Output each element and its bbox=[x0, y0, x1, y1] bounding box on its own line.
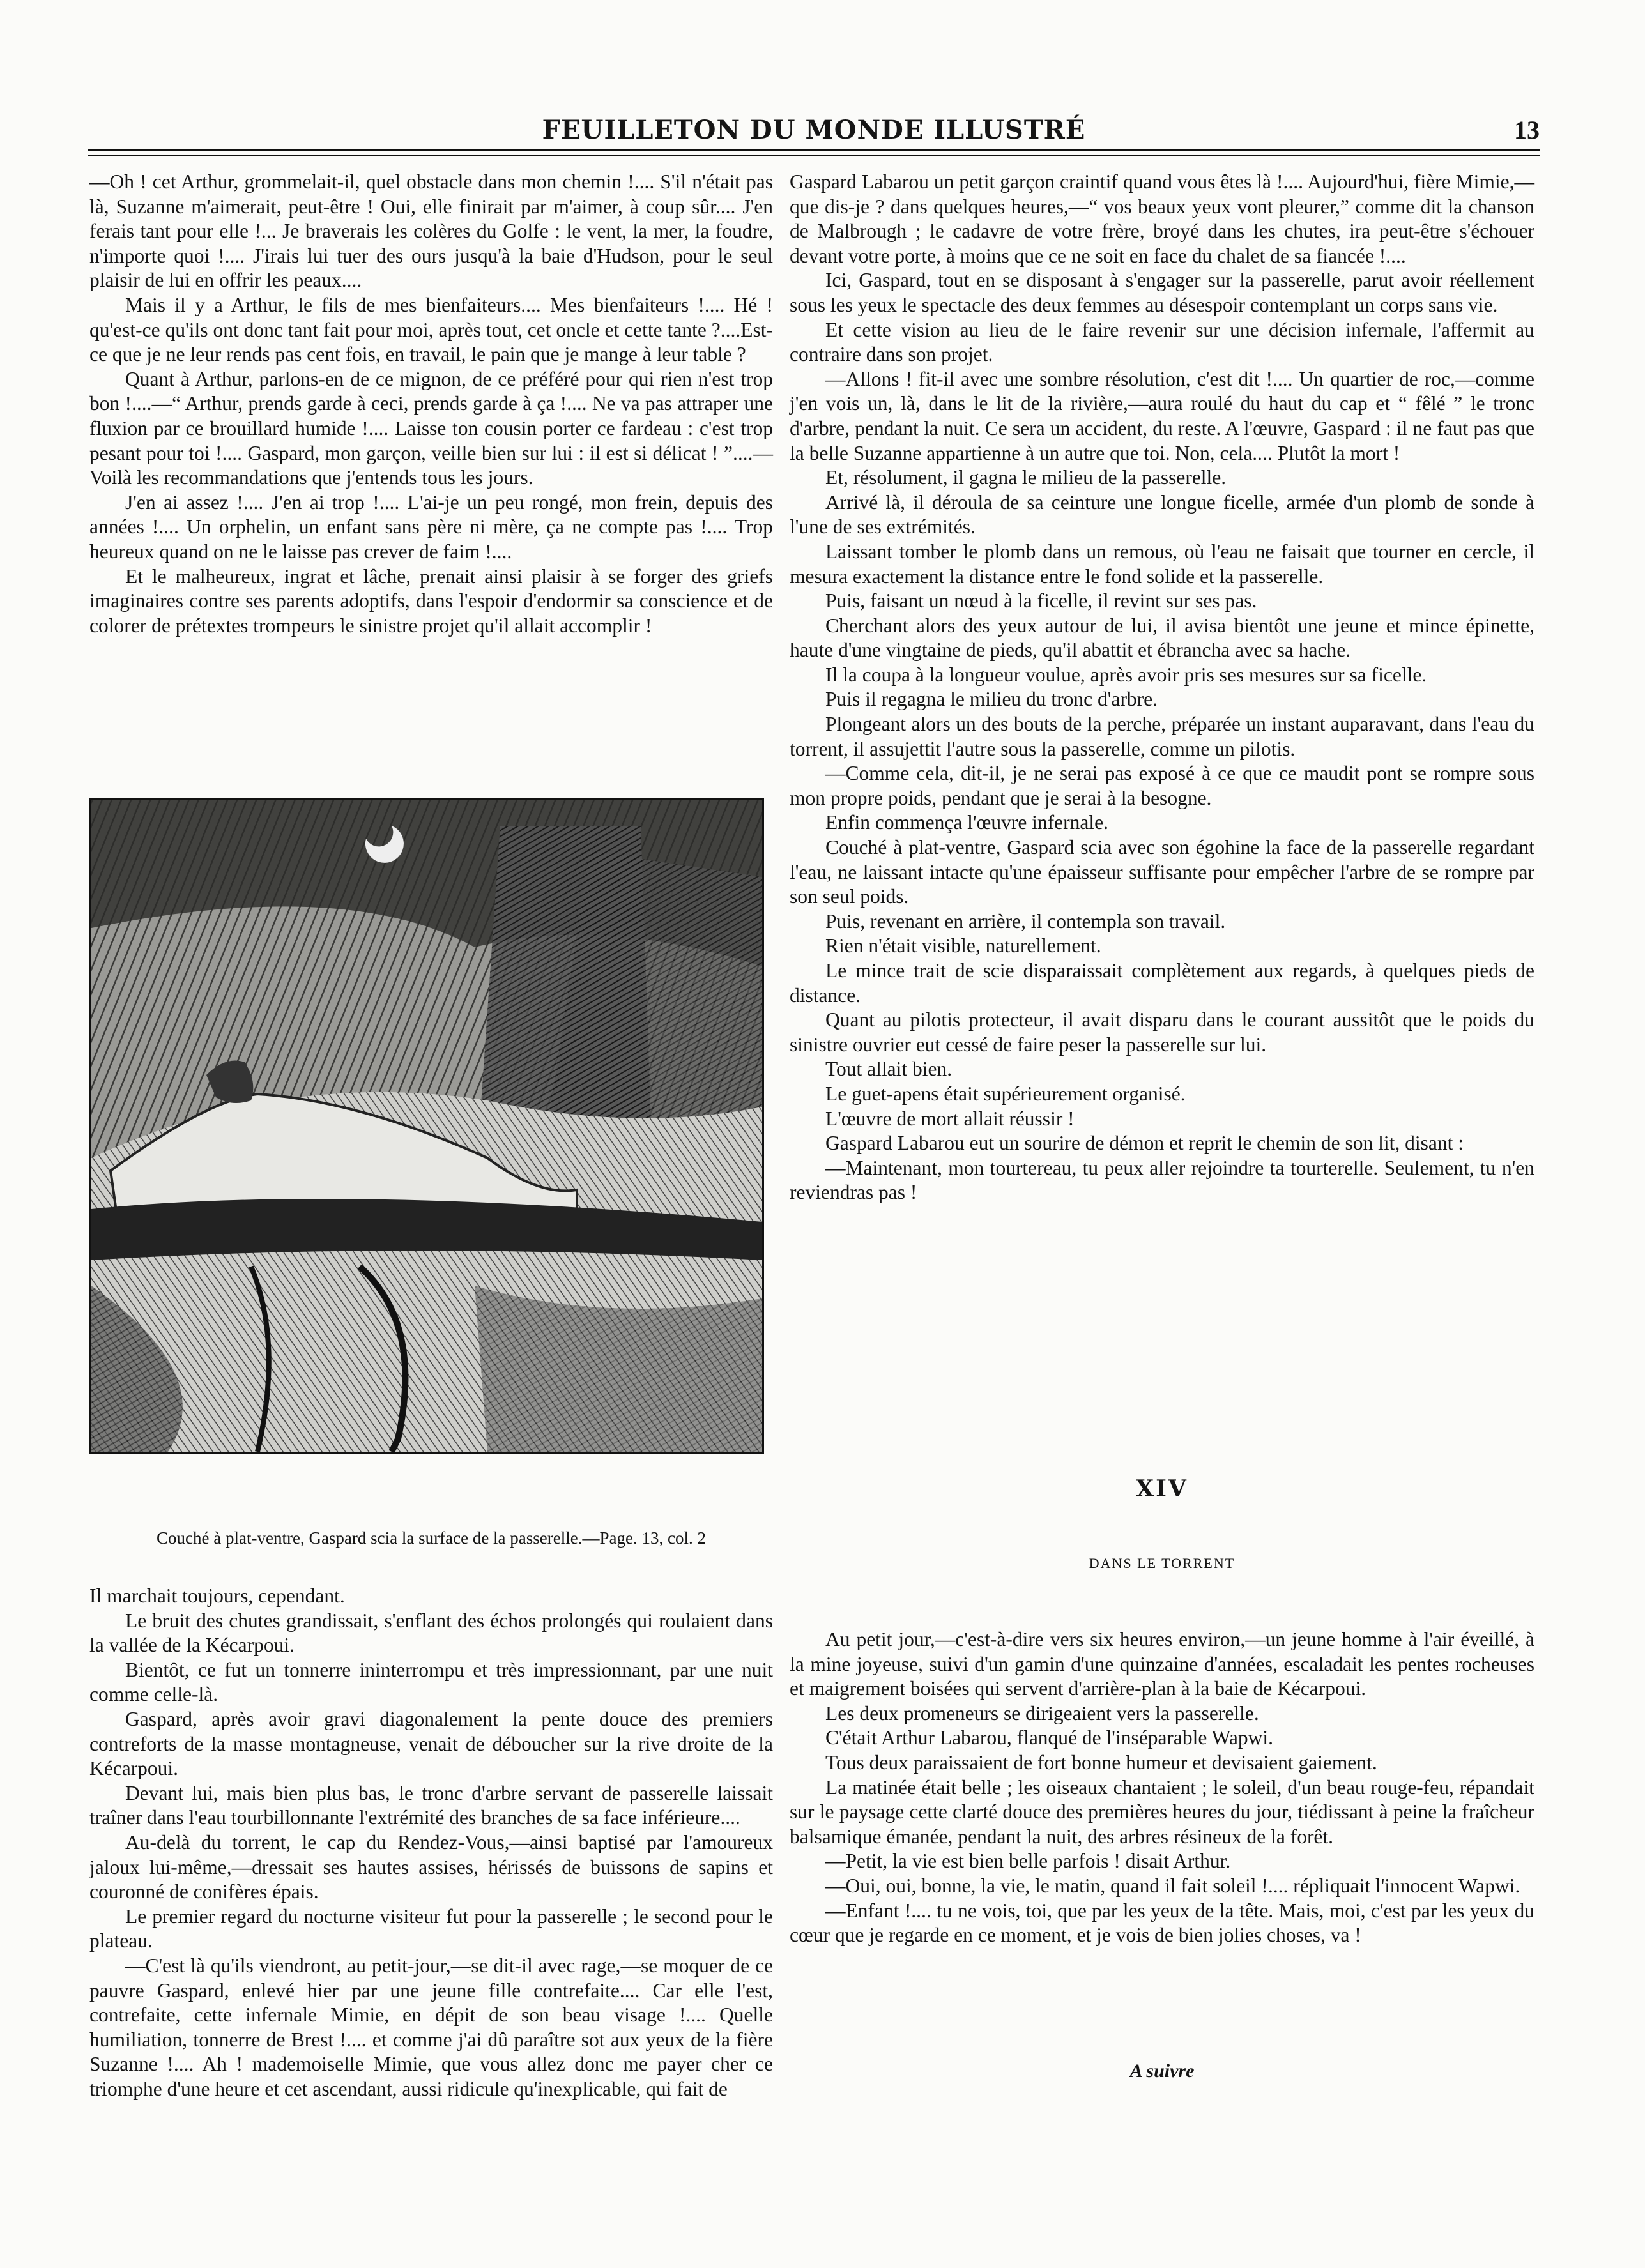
paragraph: Bientôt, ce fut un tonnerre ininterrompu et très impressionnant, par une nuit comme celle-là. bbox=[89, 1658, 773, 1706]
column-2-top bbox=[790, 170, 1534, 1205]
paragraph: Le mince trait de scie disparaissait complètement aux regards, à quelques pieds de distance. bbox=[790, 959, 1534, 1007]
column-1-top bbox=[89, 170, 773, 638]
paragraph: Mais il y a Arthur, le fils de mes bienfaiteurs.... Mes bienfaiteurs !.... Hé ! qu'est-ce qu'ils ont donc tant fait pour moi, après tout, cet oncle et cette tante ?....Est-ce que je ne leur rends pas cent fois, en travail, le pain que je mange à leur table ? bbox=[89, 293, 773, 366]
header-rule-thin bbox=[88, 155, 1540, 156]
paragraph: Et le malheureux, ingrat et lâche, prenait ainsi plaisir à se forger des griefs imaginaires contre ses parents adoptifs, dans l'espoir d'endormir sa conscience et de colorer de prétextes trompeurs le sinistre projet qu'il allait accomplir ! bbox=[89, 565, 773, 637]
paragraph: Cherchant alors des yeux autour de lui, il avisa bientôt une jeune et mince épinette, haute d'une vingtaine de pieds, qu'il abattit et ébrancha avec sa hache. bbox=[790, 614, 1534, 662]
paragraph: Puis, revenant en arrière, il contempla son travail. bbox=[825, 909, 1226, 932]
paragraph: —Allons ! fit-il avec une sombre résolution, c'est dit !.... Un quartier de roc,—comme j'en vois un, là, dans le lit de la rivière,—aura roulé du haut du cap et “ fêlé ” le tronc d'arbre, pendant la nuit. Ce sera un accident, du reste. A l'œuvre, Gaspard : il ne faut pas que la belle Suzanne appartienne à un autre que toi. Non, cela.... Plutôt la mort ! bbox=[790, 367, 1534, 464]
paragraph: —Oh ! cet Arthur, grommelait-il, quel obstacle dans mon chemin !.... S'il n'était pas là, Suzanne m'aimerait, peut-être ! Oui, elle finirait par m'aimer, à coup sûr.... J'en ferais tant pour elle !... Je braverais les colères du Golfe : le vent, la mer, la foudre, n'importe quoi !.... J'irais lui tuer des ours jusqu'à la baie d'Hudson, pour le seul plaisir de lui en offrir les peaux.... bbox=[89, 171, 773, 292]
paragraph: Tout allait bien. bbox=[825, 1058, 953, 1081]
paragraph: Le premier regard du nocturne visiteur fut pour la passerelle ; le second pour le plateau. bbox=[89, 1905, 773, 1952]
paragraph: Quant au pilotis protecteur, il avait disparu dans le courant aussitôt que le poids du sinistre ouvrier eut cessé de faire peser la passerelle sur lui. bbox=[790, 1008, 1534, 1056]
paragraph: La matinée était belle ; les oiseaux chantaient ; le soleil, d'un beau rouge-feu, répandait sur le paysage cette clarté douce des premières heures du jour, tiédissant à peine la fraîcheur balsamique émanée, pendant la nuit, des arbres résineux de la forêt. bbox=[790, 1776, 1534, 1848]
paragraph: —Comme cela, dit-il, je ne serai pas exposé à ce que ce maudit pont se rompre sous mon propre poids, pendant que je serai à la besogne. bbox=[790, 762, 1534, 809]
paragraph: Rien n'était visible, naturellement. bbox=[825, 934, 1101, 957]
paragraph: Ici, Gaspard, tout en se disposant à s'engager sur la passerelle, parut avoir réellement sous les yeux le spectacle des deux femmes au désespoir contemplant un corps sans vie. bbox=[790, 269, 1534, 316]
paragraph: Plongeant alors un des bouts de la perche, préparée un instant auparavant, dans l'eau du torrent, il assujettit l'autre sous la passerelle, comme un pilotis. bbox=[790, 713, 1534, 760]
illustration-caption: Couché à plat-ventre, Gaspard scia la surface de la passerelle.—Page. 13, col. 2 bbox=[157, 1528, 706, 1548]
header-rule bbox=[88, 149, 1540, 151]
paragraph: Tous deux paraissaient de fort bonne humeur et devisaient gaiement. bbox=[825, 1751, 1377, 1774]
paragraph: Et cette vision au lieu de le faire revenir sur une décision infernale, l'affermit au contraire dans son projet. bbox=[790, 318, 1534, 366]
engraving-illustration bbox=[89, 798, 764, 1454]
column-1-bottom bbox=[89, 1584, 773, 2101]
paragraph: Le guet-apens était supérieurement organisé. bbox=[825, 1082, 1186, 1105]
paragraph: Gaspard Labarou un petit garçon craintif quand vous êtes là !.... Aujourd'hui, fière Mimie,—que dis-je ? dans quelques heures,—“ vos beaux yeux vont pleurer,” comme dit la chanson de Malbrough ; le cadavre de votre frère, broyé dans les chutes, ira peut-être s'échouer devant votre porte, à moins que ce ne soit en face du chalet de sa fiancée !.... bbox=[790, 171, 1534, 267]
paragraph: —Maintenant, mon tourtereau, tu peux aller rejoindre ta tourterelle. Seulement, tu n'en reviendras pas ! bbox=[790, 1156, 1534, 1204]
paragraph: Enfin commença l'œuvre infernale. bbox=[825, 811, 1108, 834]
paragraph: Et, résolument, il gagna le milieu de la passerelle. bbox=[825, 466, 1227, 489]
paragraph: L'œuvre de mort allait réussir ! bbox=[825, 1107, 1075, 1130]
paragraph: Arrivé là, il déroula de sa ceinture une longue ficelle, armée d'un plomb de sonde à l'une de ses extrémités. bbox=[790, 491, 1534, 538]
paragraph: Couché à plat-ventre, Gaspard scia avec son égohine la face de la passerelle regardant l'eau, ne laissant intacte qu'une épaisseur suffisante pour empêcher l'arbre de se rompre par son seul poids. bbox=[790, 836, 1534, 908]
chapter-title: DANS LE TORRENT bbox=[1089, 1555, 1236, 1571]
paragraph: Devant lui, mais bien plus bas, le tronc d'arbre servant de passerelle laissait traîner dans l'eau tourbillonnante l'extrémité des branches de sa face inférieure.... bbox=[89, 1781, 773, 1829]
paragraph: Gaspard Labarou eut un sourire de démon et reprit le chemin de son lit, disant : bbox=[825, 1132, 1464, 1155]
paragraph: —Oui, oui, bonne, la vie, le matin, quand il fait soleil !.... répliquait l'innocent Wapwi. bbox=[825, 1874, 1520, 1897]
paragraph: Gaspard, après avoir gravi diagonalement la pente douce des premiers contreforts de la masse montagneuse, venait de déboucher sur la rive droite de la Kécarpoui. bbox=[89, 1707, 773, 1780]
paragraph: Au petit jour,—c'est-à-dire vers six heures environ,—un jeune homme à l'air éveillé, à la mine joyeuse, suivi d'un gamin d'une quinzaine d'années, escaladait les pentes rocheuses et maigrement boisées qui servent d'arrière-plan à la baie de Kécarpoui. bbox=[790, 1628, 1534, 1700]
paragraph: C'était Arthur Labarou, flanqué de l'inséparable Wapwi. bbox=[825, 1726, 1273, 1749]
paragraph: Il marchait toujours, cependant. bbox=[89, 1585, 345, 1607]
paragraph: —Petit, la vie est bien belle parfois ! disait Arthur. bbox=[825, 1850, 1231, 1873]
paragraph: Quant à Arthur, parlons-en de ce mignon, de ce préféré pour qui rien n'est trop bon !....—“ Arthur, prends garde à ceci, prends garde à ça !.... Ne va pas attraper une fluxion par ce brouillard humide !.... Laisse ton cousin porter ce fardeau : c'est trop pesant pour toi !.... Gaspard, mon garçon, veille bien sur lui : il est si délicat ! ”....—Voilà les recommandations que j'entends tous les jours. bbox=[89, 367, 773, 489]
paragraph: Au-delà du torrent, le cap du Rendez-Vous,—ainsi baptisé par l'amoureux jaloux lui-même,—dressait ses hautes assises, hérissés de buissons de sapins et couronné de conifères épais. bbox=[89, 1830, 773, 1903]
page-header bbox=[88, 112, 1540, 147]
to-be-continued: A suivre bbox=[1129, 2060, 1195, 2082]
column-2-bottom bbox=[790, 1627, 1534, 1948]
paragraph: Le bruit des chutes grandissait, s'enflant des échos prolongés qui roulaient dans la vallée de la Kécarpoui. bbox=[89, 1609, 773, 1657]
chapter-number: XIV bbox=[1136, 1475, 1188, 1502]
page-number: 13 bbox=[1514, 116, 1540, 144]
paragraph: Puis, faisant un nœud à la ficelle, il revint sur ses pas. bbox=[825, 590, 1257, 613]
journal-title: FEUILLETON DU MONDE ILLUSTRÉ bbox=[542, 115, 1086, 145]
paragraph: J'en ai assez !.... J'en ai trop !.... L'ai-je un peu rongé, mon frein, depuis des années !.... Un orphelin, un enfant sans père ni mère, ça ne compte pas !.... Trop heureux quand on ne le laisse pas crever de faim !.... bbox=[89, 491, 773, 563]
paragraph: Il la coupa à la longueur voulue, après avoir pris ses mesures sur sa ficelle. bbox=[825, 663, 1427, 686]
paragraph: Puis il regagna le milieu du tronc d'arbre. bbox=[825, 688, 1158, 711]
paragraph: Les deux promeneurs se dirigeaient vers la passerelle. bbox=[825, 1701, 1259, 1724]
paragraph: —Enfant !.... tu ne vois, toi, que par les yeux de la tête. Mais, moi, c'est par les yeux du cœur que je regarde en ce moment, et je vois de bien jolies choses, va ! bbox=[790, 1899, 1534, 1947]
paragraph: Laissant tomber le plomb dans un remous, où l'eau ne faisait que tourner en cercle, il mesura exactement la distance entre le fond solide et la passerelle. bbox=[790, 540, 1534, 588]
paragraph: —C'est là qu'ils viendront, au petit-jour,—se dit-il avec rage,—se moquer de ce pauvre Gaspard, enlevé hier par une jeune fille contrefaite.... Car elle l'est, contrefaite, cette infernale Mimie, en dépit de son beau visage !.... Quelle humiliation, tonnerre de Brest !.... et comme j'ai dû paraître sot aux yeux de la fière Suzanne !.... Ah ! mademoiselle Mimie, que vous allez donc me payer cher ce triomphe d'une heure et cet ascendant, aussi ridicule qu'inexplicable, qui fait de bbox=[89, 1954, 773, 2100]
